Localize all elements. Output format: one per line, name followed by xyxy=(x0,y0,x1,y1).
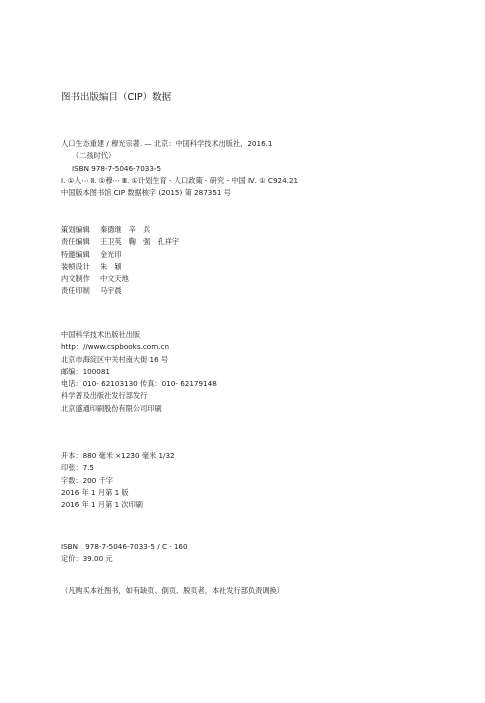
isbn-price-block xyxy=(61,541,461,566)
cip-line: Ⅰ. ①人⋯ Ⅱ. ①穆⋯ Ⅲ. ①计划生育 - 人口政策 - 研究 - 中国 Ⅳ. ① C924.21 xyxy=(61,175,299,185)
spec-edition: 2016 年 1 月第 1 版 xyxy=(61,487,129,497)
return-notice: （凡购买本社图书，如有缺页、倒页、脱页者，本社发行部负责调换） xyxy=(61,586,284,595)
staff-row xyxy=(61,285,461,297)
publisher-line: 中国科学技术出版社出版 xyxy=(61,330,141,339)
publisher-address: 北京市海淀区中关村南大街 16 号 xyxy=(61,354,169,364)
notice-block xyxy=(61,585,461,597)
publisher-printer: 北京盛通印刷股份有限公司印刷 xyxy=(61,403,162,413)
spec-wordcount: 字数：200 千字 xyxy=(61,475,113,485)
staff-role: 责任印制 xyxy=(61,286,90,296)
cip-title: 图书出版编目（CIP）数据 xyxy=(61,92,172,103)
publisher-url: http：//www.cspbooks.com.cn xyxy=(61,342,169,352)
cip-line: 中国版本图书馆 CIP 数据核字 (2015) 第 287351 号 xyxy=(61,188,231,198)
staff-role: 内文制作 xyxy=(61,274,90,284)
staff-row xyxy=(61,273,461,285)
cip-data-block xyxy=(61,138,461,199)
publisher-postcode: 邮编：100081 xyxy=(61,366,111,376)
staff-row xyxy=(61,236,461,248)
staff-name: 秦德继 辛 兵 xyxy=(100,225,151,234)
staff-name: 王卫英 鞠 强 孔祥宇 xyxy=(100,237,180,247)
publisher-block xyxy=(61,329,461,415)
spec-printing: 2016 年 1 月第 1 次印刷 xyxy=(61,500,143,510)
isbn-line: ISBN 978-7-5046-7033-5 / C · 160 xyxy=(61,542,188,551)
staff-name: 朱 颖 xyxy=(100,261,122,271)
staff-role: 特邀编辑 xyxy=(61,249,90,259)
spec-sheets: 印张：7.5 xyxy=(61,463,94,473)
cip-line: ISBN 978-7-5046-7033-5 xyxy=(72,163,162,173)
publisher-distributor: 科学普及出版社发行部发行 xyxy=(61,391,148,401)
staff-block xyxy=(61,224,461,298)
publisher-phone: 电话：010- 62103130 传真：010- 62179148 xyxy=(61,379,217,389)
staff-name: 中文天地 xyxy=(100,274,129,284)
staff-row xyxy=(61,249,461,261)
staff-name: 马宇晨 xyxy=(100,286,122,296)
specs-block xyxy=(61,450,461,511)
cip-line: （二孩时代） xyxy=(72,151,116,161)
staff-role: 责任编辑 xyxy=(61,237,90,247)
staff-role: 策划编辑 xyxy=(61,225,90,234)
cip-line: 人口生态重建 / 穆光宗著. — 北京：中国科学技术出版社，2016.1 xyxy=(61,139,273,148)
staff-name: 金光印 xyxy=(100,249,122,259)
staff-row xyxy=(61,224,461,236)
price-line: 定价：39.00 元 xyxy=(61,554,113,564)
staff-role: 装帧设计 xyxy=(61,261,90,271)
spec-format: 开本：880 毫米 ×1230 毫米 1/32 xyxy=(61,451,175,460)
staff-row xyxy=(61,261,461,273)
